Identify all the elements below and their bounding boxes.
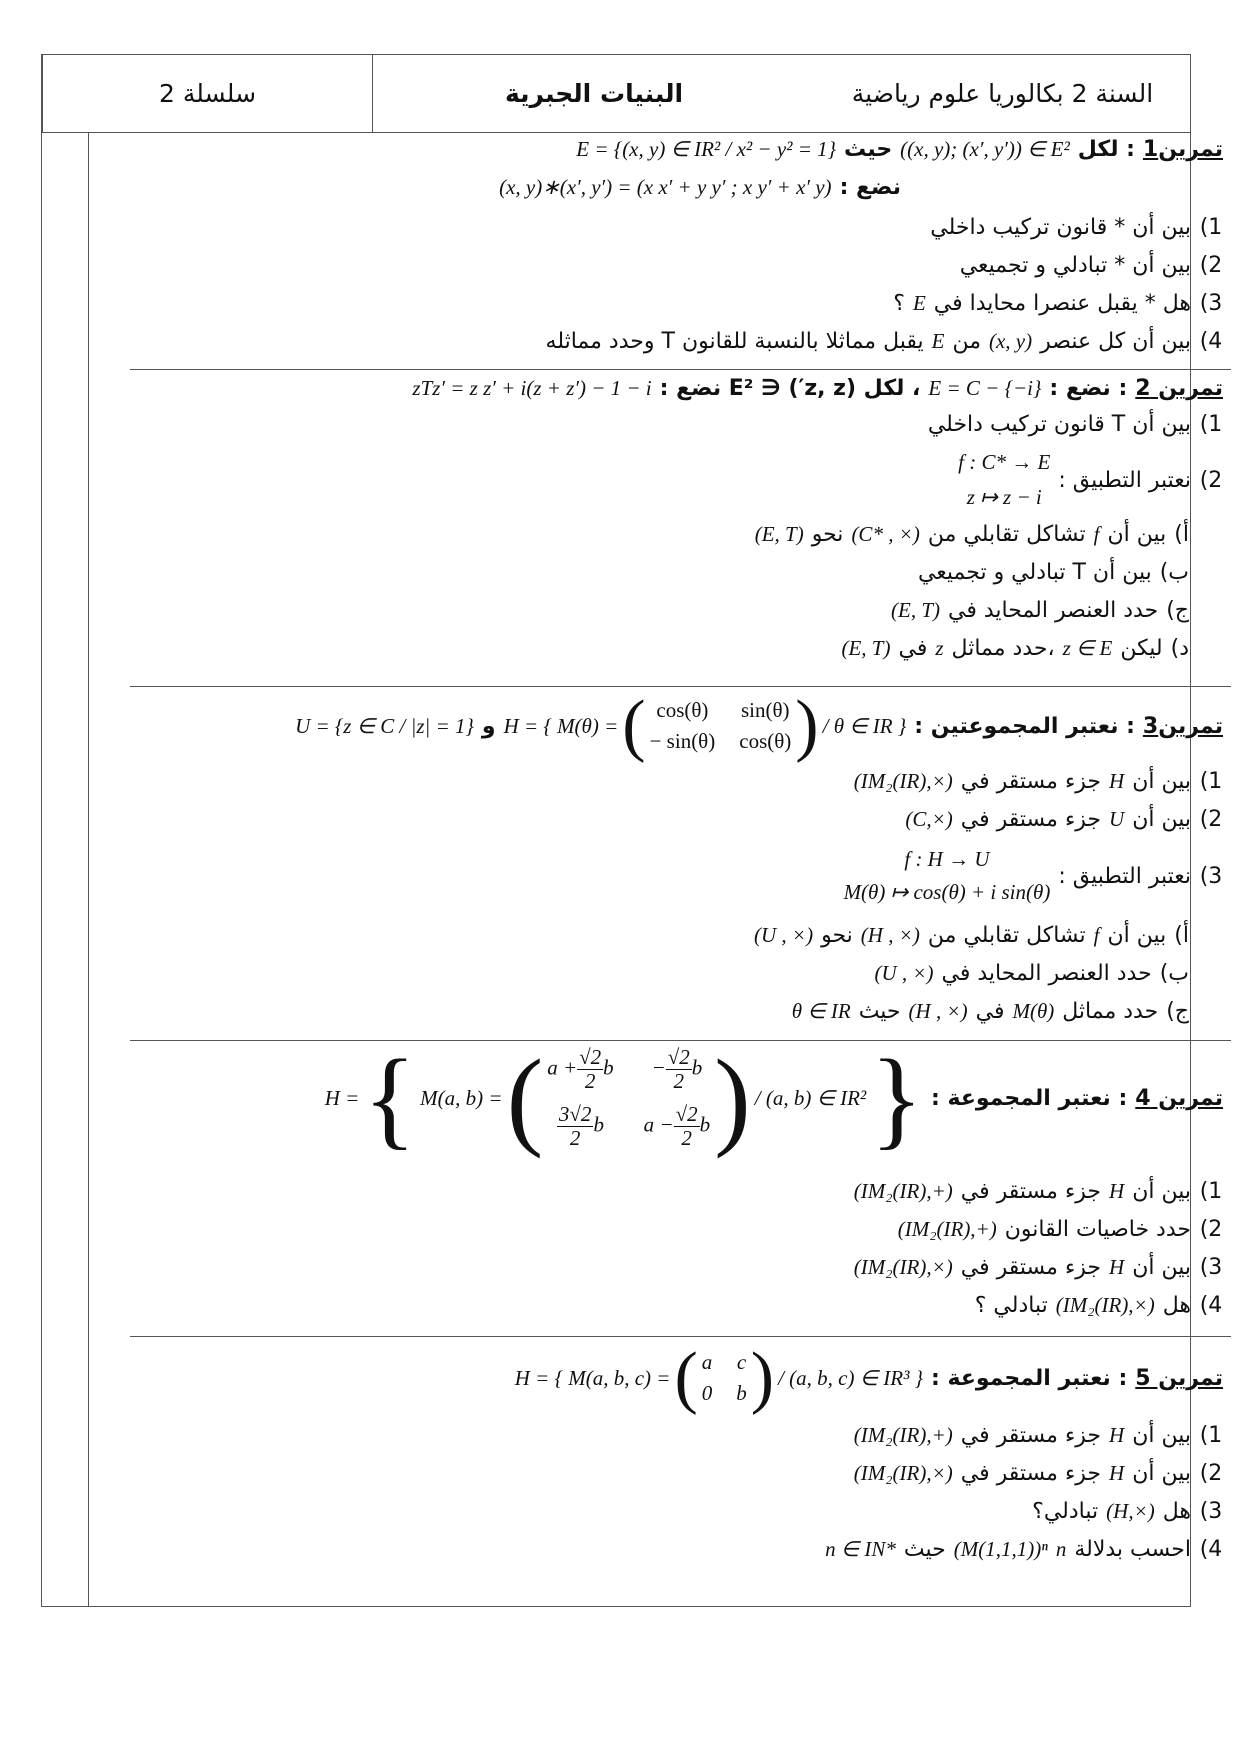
ex2-qc — [891, 598, 1223, 623]
ex3-map — [844, 847, 1051, 905]
exercise-3 — [130, 687, 1231, 1041]
ex2-qb — [918, 560, 1223, 585]
q-num: 3) — [1199, 1255, 1223, 1280]
matrix-cell: cos(θ) — [739, 729, 792, 753]
q-math: (U , ×) — [754, 923, 814, 947]
q-num: 1) — [1199, 412, 1223, 437]
q-text: نعتبر التطبيق : — [1058, 467, 1191, 493]
q-text: احسب بدلالة — [1074, 1537, 1191, 1562]
q-math: (H , ×) — [860, 923, 920, 947]
matrix-cell — [547, 1046, 613, 1093]
q-math: (IM₂(IR),+) — [853, 1423, 953, 1447]
q-math: z ∈ E — [1062, 636, 1113, 660]
ex3-qc — [792, 999, 1223, 1024]
ex3-qb — [874, 961, 1223, 986]
q-math: (E, T) — [841, 636, 891, 660]
ex4-q1 — [854, 1179, 1223, 1204]
q-text: ،حدد مماثل — [951, 636, 1055, 661]
ex1-label: تمرين1 — [1142, 137, 1223, 162]
map-line: f : H → U — [904, 847, 990, 871]
ex5-statement — [514, 1339, 1223, 1416]
q-math: H — [1109, 769, 1125, 793]
level-text: السنة 2 بكالوريا علوم رياضية — [851, 79, 1154, 108]
q-num: 2) — [1199, 807, 1223, 832]
q-num: 2) — [1199, 1461, 1223, 1486]
ex1-law-line — [499, 175, 901, 200]
q-math: (C,×) — [905, 807, 953, 831]
header-table — [41, 54, 1191, 133]
paren-left: ( — [506, 1037, 544, 1159]
q-text: حدد العنصر المحايد في — [941, 961, 1152, 986]
q-math: (H,×) — [1106, 1499, 1155, 1523]
q-num: ب) — [1159, 961, 1189, 986]
ex2-qd — [841, 636, 1223, 661]
ex1-q1 — [930, 215, 1223, 240]
ex5-q4 — [825, 1537, 1223, 1562]
ex3-u-set: U = {z ∈ C / |z| = 1} — [295, 713, 474, 738]
q-math: (C* , ×) — [851, 522, 920, 546]
q-math: n — [1055, 1537, 1067, 1561]
series-text: سلسلة 2 — [158, 79, 257, 108]
ex3-label: تمرين3 — [1142, 713, 1223, 739]
q-math: (IM₂(IR),×) — [1055, 1293, 1155, 1317]
q-text: بين أن — [1132, 1423, 1191, 1448]
q-text: بين أن — [1132, 1179, 1191, 1204]
q-num: ج) — [1166, 999, 1189, 1024]
title-cell — [372, 55, 815, 132]
ex4-q2 — [898, 1217, 1223, 1242]
ex3-q2 — [905, 807, 1223, 832]
ex1-q3 — [893, 291, 1223, 316]
q-math: (x, y) — [988, 329, 1033, 353]
matrix-cell: b — [736, 1381, 747, 1405]
q-text: جزء مستقر في — [960, 1423, 1102, 1448]
q-text: في — [975, 999, 1005, 1024]
series-cell — [42, 55, 372, 132]
ex2-law: zTz′ = z z′ + i(z + z′) − 1 − i — [412, 376, 652, 400]
brace-left: { — [363, 1037, 417, 1159]
q-math: (U , ×) — [874, 961, 934, 985]
condition: / (a, b, c) ∈ IR³ } — [778, 1365, 924, 1390]
ex2-label: تمرين 2 — [1135, 376, 1223, 401]
exercise-1 — [130, 133, 1231, 370]
q-num: أ) — [1174, 923, 1189, 948]
ex2-map — [958, 450, 1050, 510]
level-cell — [815, 55, 1190, 132]
brace-right: } — [870, 1037, 924, 1159]
cell-part: b — [603, 1055, 614, 1080]
ex4-h-set — [324, 1037, 924, 1159]
h-set-right: / θ ∈ IR } — [822, 713, 907, 738]
cell-part: b — [699, 1112, 711, 1137]
q-text: نحو — [821, 923, 853, 948]
h-left: H = { M(a, b, c) = — [514, 1365, 671, 1390]
exercise-4 — [130, 1037, 1231, 1337]
condition: / (a, b) ∈ IR² — [754, 1085, 867, 1110]
ex3-qa — [754, 923, 1223, 948]
matrix-cell — [644, 1046, 710, 1093]
q-text: تبادلي ؟ — [974, 1293, 1048, 1318]
paren-right: ) — [795, 687, 819, 764]
q-math: H — [1109, 1255, 1125, 1279]
q-text: هل * يقبل عنصرا محايدا في — [933, 291, 1191, 316]
numerator: 3√2 — [558, 1102, 592, 1126]
q-math: θ ∈ IR — [791, 999, 851, 1023]
cell-part: a + — [547, 1055, 578, 1080]
ex3-lead: : نعتبر المجموعتين : — [914, 713, 1135, 739]
ex3-h-set — [503, 687, 907, 764]
q-math: U — [1109, 807, 1125, 831]
q-text: بين أن T قانون تركيب داخلي — [927, 412, 1191, 437]
cell-part: b — [593, 1112, 604, 1137]
map-line: f : C* → E — [958, 450, 1051, 474]
q-text: بين أن * قانون تركيب داخلي — [930, 215, 1191, 240]
q-text: نحو — [811, 522, 844, 547]
q-num: 4) — [1199, 1537, 1223, 1562]
ex2-forall: ، لكل (z, z′) ∈ E² نضع : — [659, 376, 921, 401]
cell-part: − — [651, 1055, 666, 1080]
q-num: 1) — [1199, 215, 1223, 240]
ex2-q1 — [928, 412, 1223, 437]
matrix-cell: − sin(θ) — [649, 729, 716, 753]
ex3-and: و — [481, 713, 496, 739]
q-text: هل — [1162, 1293, 1191, 1318]
q-math: f — [1093, 522, 1100, 546]
h-left: H = — [324, 1085, 360, 1110]
ex1-q2 — [960, 253, 1223, 278]
q-math: H — [1109, 1461, 1125, 1485]
paren-right: ) — [750, 1339, 775, 1416]
q-math: (IM₂(IR),+) — [853, 1179, 953, 1203]
q-math: (IM₂(IR),+) — [897, 1217, 997, 1241]
q-math: (H , ×) — [908, 999, 968, 1023]
ex5-label: تمرين 5 — [1135, 1365, 1223, 1391]
q-text: جزء مستقر في — [960, 1179, 1102, 1204]
q-math: (IM₂(IR),×) — [853, 1255, 953, 1279]
ex5-lead: : نعتبر المجموعة : — [931, 1365, 1128, 1391]
q-math: (IM₂(IR),×) — [853, 1461, 953, 1485]
numerator: √2 — [579, 1044, 602, 1069]
q-text: بين أن كل عنصر — [1040, 329, 1191, 354]
q-text: جزء مستقر في — [960, 769, 1102, 794]
q-math: M(θ) — [1012, 999, 1055, 1023]
q-text: بين أن — [1107, 923, 1167, 948]
ex1-q4 — [546, 329, 1223, 354]
q-text: من — [952, 329, 981, 354]
q-text: حيث — [903, 1537, 946, 1562]
q-num: د) — [1170, 636, 1189, 661]
q-text: بين أن — [1132, 769, 1191, 794]
fraction — [666, 1046, 692, 1093]
denominator: 2 — [681, 1126, 692, 1151]
cell-part: a − — [643, 1112, 674, 1137]
ex1-lead: : لكل — [1077, 137, 1135, 162]
ex2-qa — [755, 522, 1223, 547]
q-math: E — [912, 291, 926, 315]
q-text: بين أن — [1107, 522, 1167, 547]
q-text: حدد خاصيات القانون — [1004, 1217, 1191, 1242]
q-num: 4) — [1199, 329, 1223, 354]
q-text: جزء مستقر في — [960, 1255, 1102, 1280]
h-set-left: H = { M(θ) = — [503, 713, 619, 738]
ex2-statement — [412, 376, 1223, 401]
denominator: 2 — [584, 1068, 596, 1093]
denominator: 2 — [673, 1068, 684, 1093]
q-text: ليكن — [1120, 636, 1163, 661]
matrix-cell — [644, 1103, 710, 1150]
q-text: حدد العنصر المحايد في — [948, 598, 1159, 623]
paren-left: ( — [622, 687, 646, 764]
margin-line — [88, 133, 89, 1606]
q-num: 3) — [1199, 291, 1223, 316]
ex5-q2 — [854, 1461, 1223, 1486]
paren-right: ) — [714, 1037, 751, 1159]
q-math: (E, T) — [891, 598, 941, 622]
matrix-cell: sin(θ) — [740, 698, 790, 722]
numerator: √2 — [675, 1102, 698, 1126]
ex3-q3 — [844, 847, 1223, 905]
exercise-2 — [130, 370, 1231, 687]
q-num: 1) — [1199, 1423, 1223, 1448]
ex5-q3 — [1032, 1499, 1223, 1524]
q-num: 1) — [1199, 769, 1223, 794]
q-num: 2) — [1199, 253, 1223, 278]
q-math: H — [1109, 1179, 1125, 1203]
exercise-5 — [130, 1337, 1231, 1607]
ex4-q4 — [975, 1293, 1223, 1318]
q-text: بين أن — [1132, 1255, 1191, 1280]
ex1-put: نضع : — [839, 175, 901, 200]
q-math: H — [1109, 1423, 1125, 1447]
numerator: √2 — [667, 1044, 690, 1069]
ex4-statement — [324, 1037, 1223, 1159]
matrix-grid — [547, 1046, 710, 1150]
ex2-set: E = C − {−i} — [928, 376, 1042, 400]
q-num: 4) — [1199, 1293, 1223, 1318]
matrix-grid — [702, 1350, 747, 1406]
q-text: ؟ — [893, 291, 905, 316]
map-line: M(θ) ↦ cos(θ) + i sin(θ) — [843, 880, 1051, 904]
matrix-cell: cos(θ) — [656, 698, 709, 722]
q-num: 2) — [1199, 1217, 1223, 1242]
q-text: بين أن — [1132, 807, 1191, 832]
fraction — [674, 1103, 700, 1150]
q-math: (M(1,1,1))ⁿ — [953, 1537, 1048, 1561]
q-num: ب) — [1159, 560, 1189, 585]
ex1-set: E = {(x, y) ∈ IR² / x² − y² = 1} — [576, 137, 837, 161]
map-line: z ↦ z − i — [966, 485, 1042, 509]
matrix-grid — [650, 698, 792, 754]
q-num: 2) — [1199, 467, 1223, 493]
ex2-q2 — [958, 450, 1223, 510]
q-num: ج) — [1166, 598, 1189, 623]
ex4-q3 — [854, 1255, 1223, 1280]
exercise-frame — [41, 133, 1223, 1607]
paren-left: ( — [674, 1339, 698, 1416]
q-text: بين أن * تبادلي و تجميعي — [959, 253, 1191, 278]
ex2-lead: : نضع : — [1049, 376, 1128, 401]
q-text: يقبل مماثلا بالنسبة للقانون T وحدد مماثله — [545, 329, 924, 354]
q-text: جزء مستقر في — [960, 807, 1102, 832]
q-text: بين أن T تبادلي و تجميعي — [917, 560, 1152, 585]
ex3-q1 — [854, 769, 1223, 794]
ex1-forall: ((x, y); (x′, y′)) ∈ E² — [900, 137, 1070, 161]
ex3-statement — [295, 687, 1223, 764]
matrix-cell: c — [736, 1350, 747, 1374]
q-text: تشاكل تقابلي من — [927, 522, 1086, 547]
matrix-cell: 0 — [701, 1381, 713, 1405]
title-text: البنيات الجبرية — [504, 79, 684, 108]
ex5-h-set — [514, 1339, 924, 1416]
q-math: (IM₂(IR),×) — [853, 769, 953, 793]
q-text: حيث — [858, 999, 901, 1024]
matrix-cell — [547, 1103, 613, 1150]
q-num: 1) — [1199, 1179, 1223, 1204]
q-text: حدد مماثل — [1062, 999, 1159, 1024]
q-text: هل — [1162, 1499, 1191, 1524]
q-math: f — [1093, 923, 1100, 947]
ex1-where: حيث — [844, 137, 893, 162]
ex4-label: تمرين 4 — [1135, 1085, 1223, 1111]
q-num: 3) — [1199, 1499, 1223, 1524]
m-left: M(a, b) = — [420, 1085, 503, 1110]
q-text: في — [898, 636, 928, 661]
matrix-cell: a — [701, 1350, 713, 1374]
q-text: تشاكل تقابلي من — [927, 923, 1086, 948]
ex1-statement — [576, 137, 1223, 162]
q-text: نعتبر التطبيق : — [1058, 863, 1191, 889]
q-text: جزء مستقر في — [960, 1461, 1102, 1486]
cell-part: b — [691, 1055, 703, 1080]
q-math: n ∈ IN* — [825, 1537, 896, 1561]
fraction — [577, 1046, 603, 1093]
denominator: 2 — [569, 1126, 581, 1151]
q-text: تبادلي؟ — [1032, 1499, 1099, 1524]
q-math: z — [935, 636, 944, 660]
q-text: بين أن — [1132, 1461, 1191, 1486]
ex4-lead: : نعتبر المجموعة : — [931, 1085, 1128, 1111]
ex1-law: (x, y)∗(x′, y′) = (x x′ + y y′ ; x y′ + x′ y) — [499, 175, 832, 199]
fraction — [557, 1103, 594, 1150]
q-math: (E, T) — [754, 522, 804, 546]
q-math: E — [931, 329, 945, 353]
q-num: أ) — [1174, 522, 1189, 547]
q-num: 3) — [1199, 863, 1223, 889]
ex5-q1 — [854, 1423, 1223, 1448]
